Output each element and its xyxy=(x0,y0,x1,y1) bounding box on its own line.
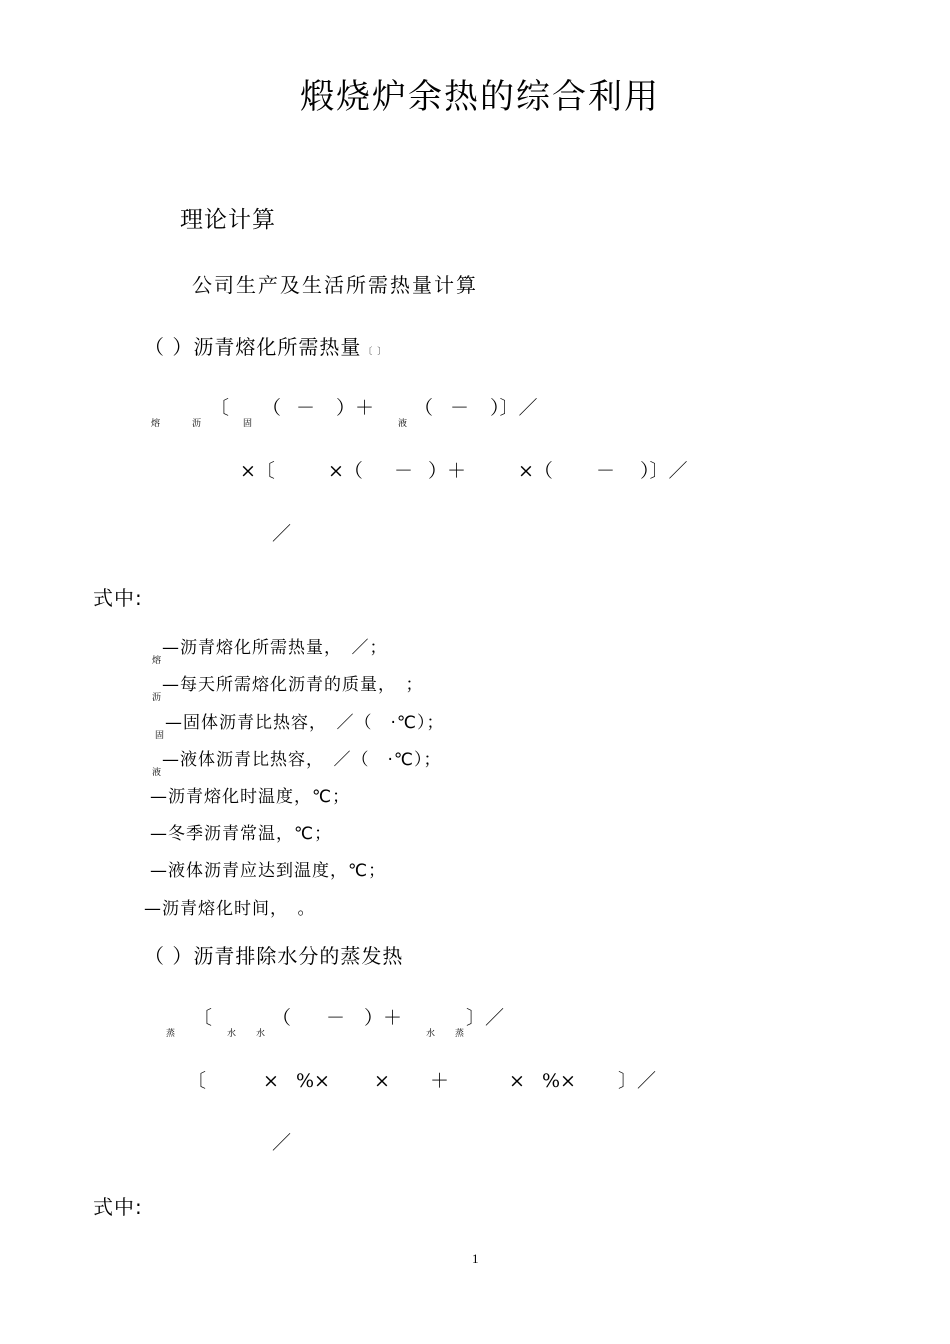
eq2-token: × xyxy=(509,1070,525,1092)
eq2-subscript: 蒸 xyxy=(166,1029,176,1039)
eq1-token: ）〕／ xyxy=(490,397,538,419)
eq1-subscript: 固 xyxy=(243,419,253,429)
eq1-token: ×（ xyxy=(518,460,553,482)
definition-item xyxy=(150,826,332,843)
definition-text: —沥青熔化时间， 。 xyxy=(144,899,316,919)
eq1-token: （ xyxy=(414,397,434,419)
eq2-token: － xyxy=(326,1007,346,1029)
definition-item xyxy=(152,638,388,666)
eq2-token: 〕／ xyxy=(466,1007,505,1029)
definition-text: —沥青熔化所需热量， ／； xyxy=(162,638,388,658)
eq2-token: ／ xyxy=(272,1132,292,1154)
definition-text: —每天所需熔化沥青的质量， ； xyxy=(162,675,424,695)
eq1-subscript: 熔 xyxy=(151,419,161,429)
definition-text: —液体沥青比热容， ／（ ·℃）； xyxy=(162,750,442,770)
definition-item xyxy=(155,713,445,741)
definition-subscript: 熔 xyxy=(152,656,163,666)
citation-ref: 〔 〕 xyxy=(363,347,388,357)
definition-item xyxy=(144,901,316,918)
page-number: 1 xyxy=(472,1251,479,1266)
eq1-token: ／ xyxy=(272,523,292,545)
item1-heading xyxy=(144,337,387,357)
definition-text: —固体沥青比热容， ／（ ·℃）； xyxy=(165,713,445,733)
eq1-token: ）＋ xyxy=(428,460,467,482)
eq2-subscript: 水 xyxy=(227,1029,237,1039)
item1-heading-text: （ ）沥青熔化所需热量 xyxy=(144,335,362,359)
eq2-token: ）＋ xyxy=(364,1007,403,1029)
eq2-subscript: 水 xyxy=(426,1029,436,1039)
eq2-token: 〔 xyxy=(193,1007,213,1029)
eq2-token: ＋ xyxy=(430,1070,450,1092)
definition-subscript: 液 xyxy=(152,768,163,778)
eq1-token: ）〕／ xyxy=(640,460,688,482)
definition-item xyxy=(152,750,442,778)
eq1-token: ×（ xyxy=(328,460,363,482)
eq1-token: ×〔 xyxy=(240,460,275,482)
eq2-token: 〕／ xyxy=(618,1070,657,1092)
eq2-token: × xyxy=(374,1070,390,1092)
eq2-token: %× xyxy=(296,1070,330,1092)
item2-heading: （ ）沥青排除水分的蒸发热 xyxy=(144,944,404,968)
definition-item xyxy=(152,675,424,703)
eq2-token: （ xyxy=(272,1007,292,1029)
definition-item xyxy=(150,789,350,806)
definition-text: —液体沥青应达到温度，℃； xyxy=(150,861,387,881)
eq1-token: － xyxy=(394,460,414,482)
definition-subscript: 固 xyxy=(155,731,166,741)
where-label: 式中: xyxy=(93,586,143,610)
eq2-subscript: 蒸 xyxy=(455,1029,465,1039)
definition-text: —冬季沥青常温，℃； xyxy=(150,824,333,844)
eq1-token: － xyxy=(450,397,470,419)
eq1-token: （ xyxy=(262,397,282,419)
definition-text: —沥青熔化时温度，℃； xyxy=(150,787,351,807)
eq1-subscript: 液 xyxy=(398,419,408,429)
eq2-token: 〔 xyxy=(187,1070,207,1092)
eq2-subscript: 水 xyxy=(256,1029,266,1039)
eq1-token: ）＋ xyxy=(336,397,375,419)
eq1-token: 〔 xyxy=(210,397,230,419)
where-label-2: 式中: xyxy=(93,1195,143,1219)
section-heading: 理论计算 xyxy=(180,207,276,233)
document-title: 煅烧炉余热的综合利用 xyxy=(300,77,660,117)
subsection-heading: 公司生产及生活所需热量计算 xyxy=(192,273,478,297)
eq2-token: %× xyxy=(542,1070,576,1092)
definition-subscript: 沥 xyxy=(152,693,163,703)
eq2-token: × xyxy=(263,1070,279,1092)
definition-item xyxy=(150,863,386,880)
eq1-token: － xyxy=(296,397,316,419)
eq1-token: － xyxy=(596,460,616,482)
eq1-subscript: 沥 xyxy=(192,419,202,429)
